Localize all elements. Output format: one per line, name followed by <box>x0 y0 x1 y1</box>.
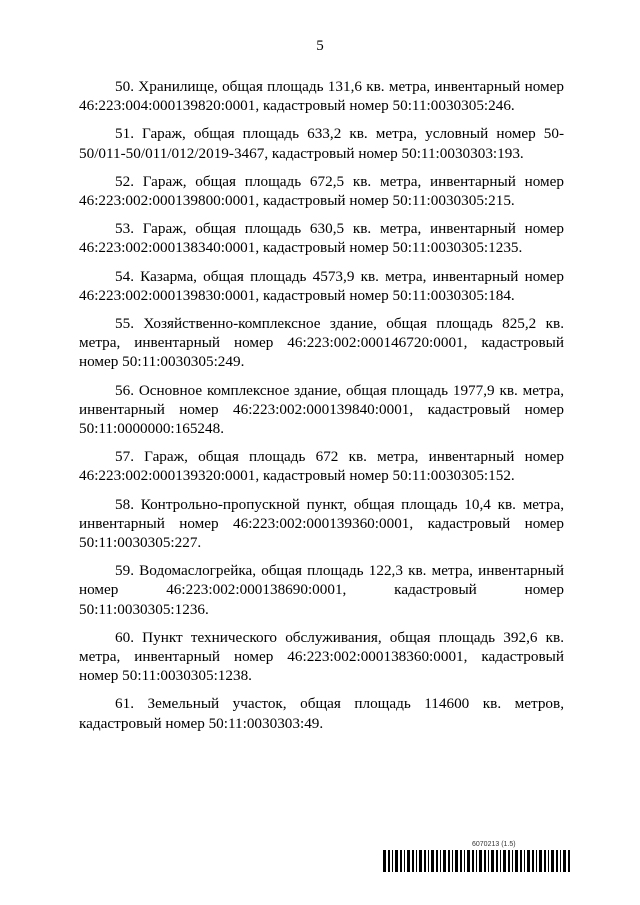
list-item: 61. Земельный участок, общая площадь 114600 кв. метров, кадастровый номер 50:11:0030303:49. <box>79 695 564 732</box>
page-number: 5 <box>316 38 324 54</box>
list-item: 56. Основное комплексное здание, общая площадь 1977,9 кв. метра, инвентарный номер 46:223:002:000139840:0001, кадастровый номер 50:11:0000000:165248. <box>79 381 564 438</box>
list-item: 53. Гараж, общая площадь 630,5 кв. метра, инвентарный номер 46:223:002:000138340:0001, кадастровый номер 50:11:0030305:1235. <box>79 220 564 257</box>
list-item: 52. Гараж, общая площадь 672,5 кв. метра, инвентарный номер 46:223:002:000139800:0001, кадастровый номер 50:11:0030305:215. <box>79 172 564 210</box>
list-item: 58. Контрольно-пропускной пункт, общая площадь 10,4 кв. метра, инвентарный номер 46:223:002:000139360:0001, кадастровый номер 50:11:0030305:227. <box>79 495 564 552</box>
list-item: 60. Пункт технического обслуживания, общая площадь 392,6 кв. метра, инвентарный номер 46:223:002:000138360:0001, кадастровый номер 50:11:0030305:1238. <box>79 628 564 685</box>
list-item: 59. Водомаслогрейка, общая площадь 122,3 кв. метра, инвентарный номер 46:223:002:000138690:0001, кадастровый номер 50:11:0030305:1236. <box>79 562 564 618</box>
list-item: 54. Казарма, общая площадь 4573,9 кв. метра, инвентарный номер 46:223:002:000139830:0001, кадастровый номер 50:11:0030305:184. <box>79 267 564 304</box>
list-item: 50. Хранилище, общая площадь 131,6 кв. метра, инвентарный номер 46:223:004:000139820:0001, кадастровый номер 50:11:0030305:246. <box>79 78 564 115</box>
barcode-icon <box>383 850 570 872</box>
list-item: 57. Гараж, общая площадь 672 кв. метра, инвентарный номер 46:223:002:000139320:0001, кадастровый номер 50:11:0030305:152. <box>79 448 564 485</box>
footer-code: 6070213 (1.5) <box>472 841 516 848</box>
list-item: 51. Гараж, общая площадь 633,2 кв. метра, условный номер 50-50/011-50/011/012/2019-3467, кадастровый номер 50:11:0030303:193. <box>79 125 564 162</box>
list-item: 55. Хозяйственно-комплексное здание, общая площадь 825,2 кв. метра, инвентарный номер 46:223:002:000146720:0001, кадастровый номер 50:11:0030305:249. <box>79 315 564 371</box>
property-list <box>79 77 564 742</box>
